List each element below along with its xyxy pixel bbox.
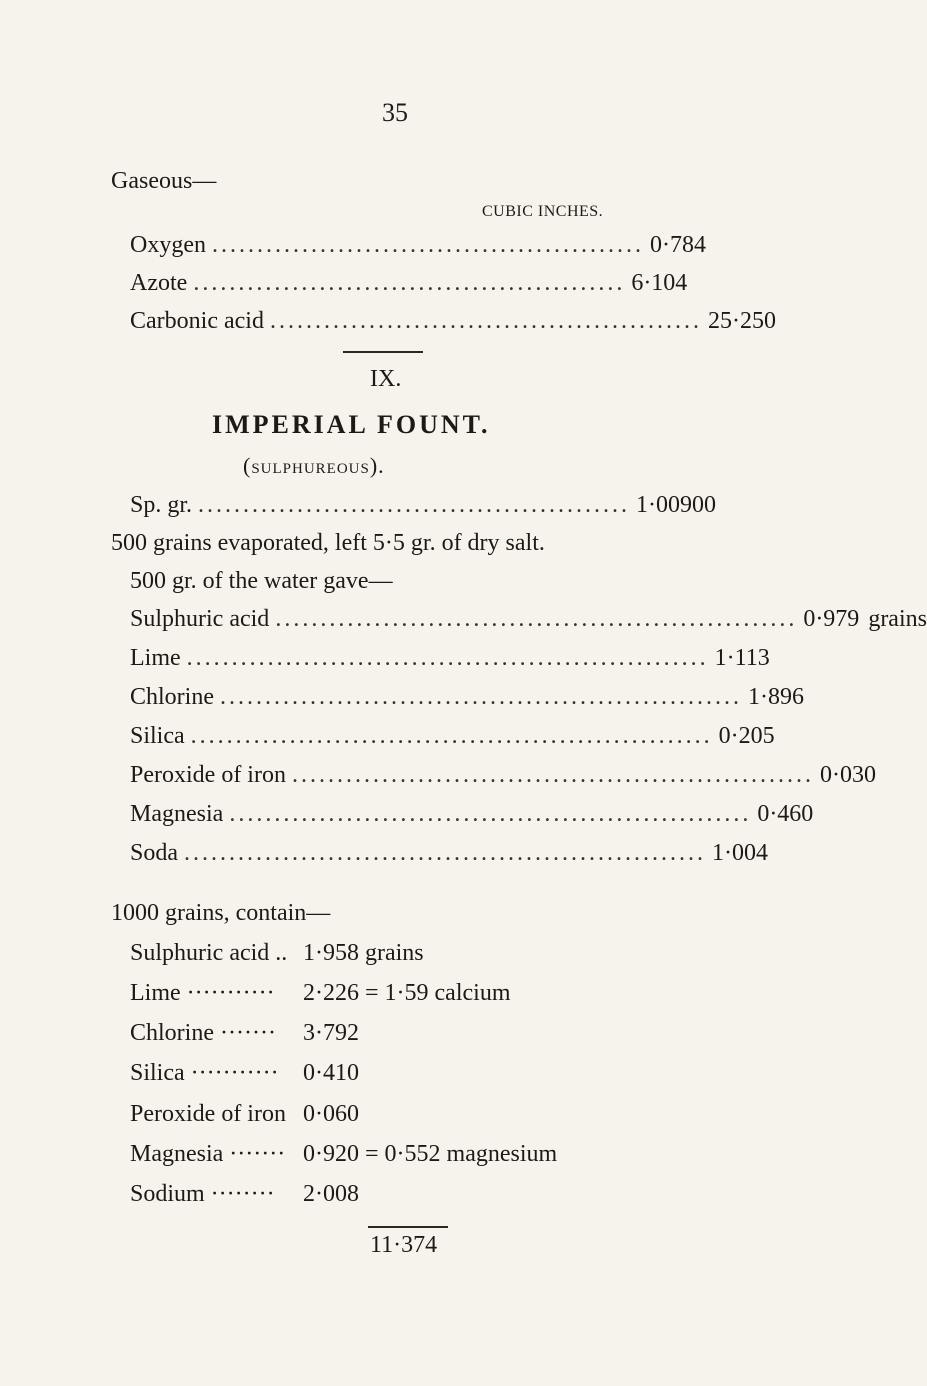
contain-row-peroxide-of-iron [130, 1101, 359, 1128]
leader-dots: ................................................ [269, 308, 702, 334]
gaseous-heading: Gaseous— [111, 168, 217, 194]
contain-row-sulphuric-acid [130, 940, 424, 967]
contain-value: 1·958 grains [303, 940, 424, 966]
total-value: 11·374 [370, 1232, 438, 1258]
water-intro: 500 gr. of the water gave— [130, 568, 393, 594]
water-row-chlorine [130, 684, 804, 711]
water-row-peroxide-of-iron [130, 762, 876, 789]
contain-row-silica [130, 1060, 359, 1087]
contain-value: 2·008 [303, 1181, 359, 1207]
water-value: 1·004 [712, 840, 768, 866]
water-row-silica [130, 723, 775, 750]
water-label: Lime [130, 645, 181, 671]
sg-label: Sp. gr. [130, 492, 193, 518]
leader-dots: .......................................................... [186, 645, 709, 671]
contain-label: Peroxide of iron [130, 1101, 286, 1127]
leader-dots: ................................................ [198, 492, 631, 518]
water-row-magnesia [130, 801, 814, 828]
leader-dots: .......................................................... [220, 684, 742, 710]
specific-gravity-row [130, 492, 717, 519]
contain-row-magnesia [130, 1141, 558, 1168]
water-label: Sulphuric acid [130, 606, 270, 632]
leader-dots: .......................................................... [291, 762, 814, 788]
water-label: Chlorine [130, 684, 214, 710]
total-rule [368, 1226, 448, 1228]
gas-label: Oxygen [130, 232, 206, 258]
water-value: 1·113 [714, 645, 770, 671]
gas-value: 6·104 [631, 270, 688, 296]
contain-label: Sodium ········ [130, 1181, 275, 1207]
gas-label: Carbonic acid [130, 308, 264, 334]
contain-value: 0·410 [303, 1060, 359, 1086]
gas-value: 0·784 [649, 232, 706, 258]
leader-dots: .......................................................... [184, 840, 706, 866]
section-divider [343, 351, 423, 353]
page-number: 35 [382, 98, 408, 127]
contain-row-sodium [130, 1181, 359, 1208]
contain-label: Magnesia ······· [130, 1141, 286, 1167]
water-row-sulphuric-acid [130, 606, 927, 633]
water-label: Silica [130, 723, 185, 749]
water-row-soda [130, 840, 768, 867]
contain-value: 0·920 = 0·552 magnesium [303, 1141, 558, 1167]
leader-dots: .......................................................... [275, 606, 798, 632]
contain-label: Chlorine ······· [130, 1020, 276, 1046]
sg-value: 1·00900 [636, 492, 717, 518]
contain-intro: 1000 grains, contain— [111, 900, 331, 926]
leader-dots: ................................................ [211, 232, 644, 258]
contain-row-lime [130, 980, 511, 1007]
evaporation-note: 500 grains evaporated, left 5·5 gr. of dry salt. [111, 530, 545, 556]
gas-value: 25·250 [707, 308, 776, 334]
water-value: 0·460 [757, 801, 814, 827]
contain-label: Lime ··········· [130, 980, 275, 1006]
gas-row-oxygen [130, 232, 706, 259]
section-numeral: IX. [370, 366, 402, 392]
contain-label: Silica ··········· [130, 1060, 279, 1086]
contain-value: 2·226 = 1·59 calcium [303, 980, 511, 1006]
gas-label: Azote [130, 270, 188, 296]
water-value: 0·205 [718, 723, 775, 749]
water-value: 1·896 [748, 684, 804, 710]
gas-row-azote [130, 270, 688, 297]
water-unit: grains [868, 606, 927, 632]
leader-dots: ................................................ [193, 270, 626, 296]
water-value: 0·030 [819, 762, 876, 788]
water-row-lime [130, 645, 770, 672]
water-value: 0·979 [803, 606, 860, 632]
contain-value: 0·060 [303, 1101, 359, 1127]
section-subtitle: (sulphureous). [243, 453, 385, 478]
leader-dots: .......................................................... [190, 723, 713, 749]
contain-label: Sulphuric acid .. [130, 940, 288, 966]
water-label: Soda [130, 840, 178, 866]
gas-row-carbonic-acid [130, 308, 776, 335]
leader-dots: .......................................................... [229, 801, 752, 827]
contain-row-chlorine [130, 1020, 359, 1047]
water-label: Peroxide of iron [130, 762, 286, 788]
section-title: IMPERIAL FOUNT. [212, 410, 491, 439]
water-label: Magnesia [130, 801, 224, 827]
units-header: CUBIC INCHES. [482, 203, 604, 220]
contain-value: 3·792 [303, 1020, 359, 1046]
